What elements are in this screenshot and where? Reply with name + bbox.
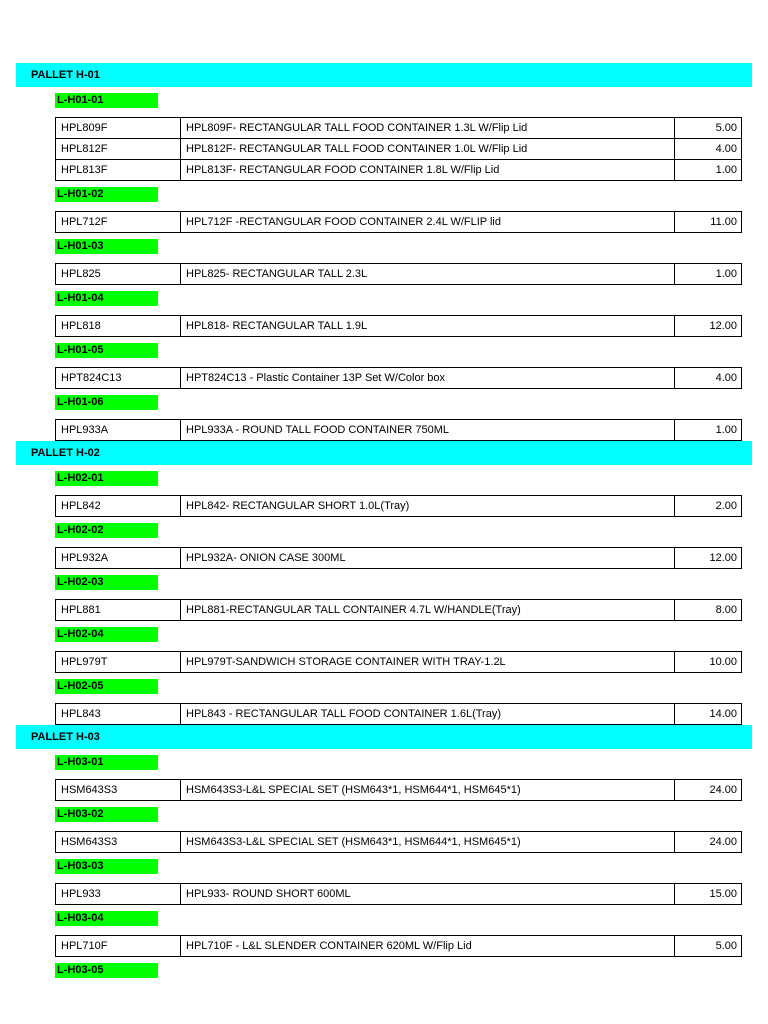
- quantity-cell: 14.00: [675, 704, 742, 725]
- quantity-cell: 12.00: [675, 548, 742, 569]
- location-row: [0, 749, 768, 773]
- description-cell: HPL842- RECTANGULAR SHORT 1.0L(Tray): [181, 496, 675, 517]
- pallet-header: PALLET H-01: [16, 63, 752, 87]
- location-tag: L-H01-03: [55, 239, 158, 254]
- location-row: [0, 801, 768, 825]
- sku-cell: HPL881: [56, 600, 181, 621]
- location-row: [0, 517, 768, 541]
- location-row: [0, 465, 768, 489]
- location-tag: L-H01-06: [55, 395, 158, 410]
- location-row: [0, 181, 768, 205]
- location-tag: L-H02-03: [55, 575, 158, 590]
- table-row: [56, 832, 742, 853]
- table-row: [56, 368, 742, 389]
- items-table: [55, 419, 742, 441]
- location-row: [0, 389, 768, 413]
- items-table: [55, 651, 742, 673]
- location-row: [0, 569, 768, 593]
- description-cell: HPL712F -RECTANGULAR FOOD CONTAINER 2.4L W/FLIP lid: [181, 212, 675, 233]
- table-row: [56, 316, 742, 337]
- items-table: [55, 831, 742, 853]
- quantity-cell: 15.00: [675, 884, 742, 905]
- quantity-cell: 4.00: [675, 139, 742, 160]
- table-row: [56, 496, 742, 517]
- description-cell: HSM643S3-L&L SPECIAL SET (HSM643*1, HSM644*1, HSM645*1): [181, 780, 675, 801]
- location-row: [0, 905, 768, 929]
- description-cell: HSM643S3-L&L SPECIAL SET (HSM643*1, HSM644*1, HSM645*1): [181, 832, 675, 853]
- description-cell: HPL710F - L&L SLENDER CONTAINER 620ML W/Flip Lid: [181, 936, 675, 957]
- items-table: [55, 367, 742, 389]
- location-row: [0, 853, 768, 877]
- description-cell: HPT824C13 - Plastic Container 13P Set W/Color box: [181, 368, 675, 389]
- table-row: [56, 780, 742, 801]
- location-tag: L-H03-02: [55, 807, 158, 822]
- table-row: [56, 420, 742, 441]
- items-table: [55, 703, 742, 725]
- location-tag: L-H01-02: [55, 187, 158, 202]
- table-row: [56, 118, 742, 139]
- table-row: [56, 884, 742, 905]
- items-table: [55, 117, 742, 181]
- table-row: [56, 212, 742, 233]
- quantity-cell: 1.00: [675, 160, 742, 181]
- inventory-sheet: [0, 63, 768, 981]
- location-tag: L-H01-05: [55, 343, 158, 358]
- items-table: [55, 935, 742, 957]
- location-tag: L-H03-04: [55, 911, 158, 926]
- description-cell: HPL933- ROUND SHORT 600ML: [181, 884, 675, 905]
- items-table: [55, 599, 742, 621]
- pallet-header: PALLET H-03: [16, 725, 752, 749]
- sku-cell: HPL932A: [56, 548, 181, 569]
- description-cell: HPL809F- RECTANGULAR TALL FOOD CONTAINER 1.3L W/Flip Lid: [181, 118, 675, 139]
- location-row: [0, 621, 768, 645]
- location-tag: L-H02-02: [55, 523, 158, 538]
- quantity-cell: 24.00: [675, 832, 742, 853]
- location-tag: L-H03-03: [55, 859, 158, 874]
- items-table: [55, 495, 742, 517]
- description-cell: HPL812F- RECTANGULAR TALL FOOD CONTAINER 1.0L W/Flip Lid: [181, 139, 675, 160]
- location-tag: L-H03-05: [55, 963, 158, 978]
- location-row: [0, 285, 768, 309]
- pallet-header: PALLET H-02: [16, 441, 752, 465]
- quantity-cell: 8.00: [675, 600, 742, 621]
- sku-cell: HPT824C13: [56, 368, 181, 389]
- table-row: [56, 139, 742, 160]
- items-table: [55, 211, 742, 233]
- location-tag: L-H03-01: [55, 755, 158, 770]
- description-cell: HPL813F- RECTANGULAR FOOD CONTAINER 1.8L W/Flip Lid: [181, 160, 675, 181]
- quantity-cell: 5.00: [675, 936, 742, 957]
- sku-cell: HPL809F: [56, 118, 181, 139]
- items-table: [55, 779, 742, 801]
- description-cell: HPL932A- ONION CASE 300ML: [181, 548, 675, 569]
- description-cell: HPL843 - RECTANGULAR TALL FOOD CONTAINER 1.6L(Tray): [181, 704, 675, 725]
- location-row: [0, 957, 768, 981]
- table-row: [56, 548, 742, 569]
- sku-cell: HPL712F: [56, 212, 181, 233]
- location-row: [0, 233, 768, 257]
- sku-cell: HPL812F: [56, 139, 181, 160]
- sku-cell: HPL842: [56, 496, 181, 517]
- location-row: [0, 337, 768, 361]
- description-cell: HPL818- RECTANGULAR TALL 1.9L: [181, 316, 675, 337]
- quantity-cell: 4.00: [675, 368, 742, 389]
- table-row: [56, 160, 742, 181]
- quantity-cell: 2.00: [675, 496, 742, 517]
- sku-cell: HPL979T: [56, 652, 181, 673]
- quantity-cell: 12.00: [675, 316, 742, 337]
- quantity-cell: 1.00: [675, 420, 742, 441]
- location-row: [0, 87, 768, 111]
- location-row: [0, 673, 768, 697]
- sku-cell: HPL710F: [56, 936, 181, 957]
- sku-cell: HSM643S3: [56, 780, 181, 801]
- location-tag: L-H02-05: [55, 679, 158, 694]
- quantity-cell: 1.00: [675, 264, 742, 285]
- sku-cell: HPL843: [56, 704, 181, 725]
- sku-cell: HSM643S3: [56, 832, 181, 853]
- location-tag: L-H02-04: [55, 627, 158, 642]
- sku-cell: HPL813F: [56, 160, 181, 181]
- sku-cell: HPL818: [56, 316, 181, 337]
- description-cell: HPL881-RECTANGULAR TALL CONTAINER 4.7L W/HANDLE(Tray): [181, 600, 675, 621]
- sku-cell: HPL933: [56, 884, 181, 905]
- items-table: [55, 315, 742, 337]
- items-table: [55, 883, 742, 905]
- quantity-cell: 10.00: [675, 652, 742, 673]
- table-row: [56, 936, 742, 957]
- sku-cell: HPL825: [56, 264, 181, 285]
- quantity-cell: 5.00: [675, 118, 742, 139]
- table-row: [56, 704, 742, 725]
- items-table: [55, 547, 742, 569]
- table-row: [56, 652, 742, 673]
- location-tag: L-H01-01: [55, 93, 158, 108]
- description-cell: HPL825- RECTANGULAR TALL 2.3L: [181, 264, 675, 285]
- table-row: [56, 264, 742, 285]
- description-cell: HPL979T-SANDWICH STORAGE CONTAINER WITH TRAY-1.2L: [181, 652, 675, 673]
- sku-cell: HPL933A: [56, 420, 181, 441]
- quantity-cell: 24.00: [675, 780, 742, 801]
- description-cell: HPL933A - ROUND TALL FOOD CONTAINER 750ML: [181, 420, 675, 441]
- location-tag: L-H01-04: [55, 291, 158, 306]
- quantity-cell: 11.00: [675, 212, 742, 233]
- location-tag: L-H02-01: [55, 471, 158, 486]
- table-row: [56, 600, 742, 621]
- items-table: [55, 263, 742, 285]
